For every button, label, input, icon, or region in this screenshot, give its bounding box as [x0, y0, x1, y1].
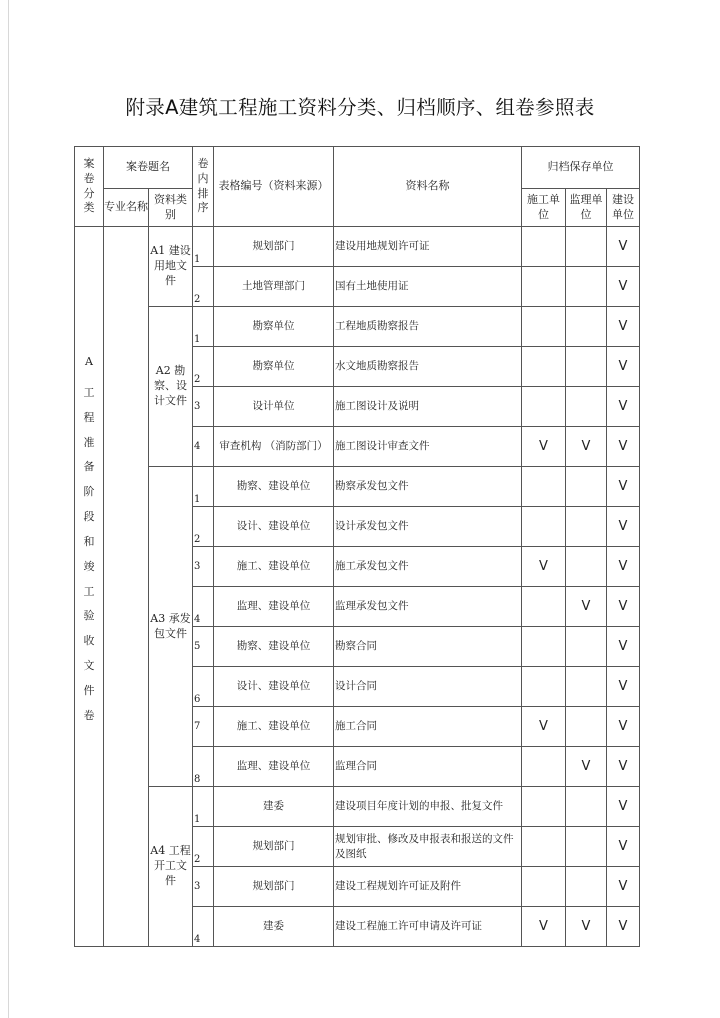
row-source: 勘察、建设单位: [214, 627, 334, 667]
row-source: 勘察、建设单位: [214, 467, 334, 507]
header-material-type: 资料类别: [149, 189, 193, 227]
row-doc-name: 建设工程施工许可申请及许可证: [334, 907, 522, 947]
row-source: 勘察单位: [214, 347, 334, 387]
row-doc-name: 勘察合同: [334, 627, 522, 667]
mark-construction: V: [522, 707, 566, 747]
mark-supervision: V: [566, 587, 607, 627]
row-order: 4: [193, 427, 214, 467]
header-order: 卷 内 排 序: [193, 147, 214, 227]
row-doc-name: 建设用地规划许可证: [334, 227, 522, 267]
header-unit-owner: 建设单位: [607, 189, 640, 227]
mark-owner: V: [607, 547, 640, 587]
mark-supervision: [566, 867, 607, 907]
mark-owner: V: [607, 747, 640, 787]
row-doc-name: 监理承发包文件: [334, 587, 522, 627]
mark-construction: [522, 667, 566, 707]
row-doc-name: 监理合同: [334, 747, 522, 787]
row-order: 3: [193, 547, 214, 587]
mark-construction: V: [522, 547, 566, 587]
mark-owner: V: [607, 467, 640, 507]
mark-owner: V: [607, 307, 640, 347]
header-category: 案 卷 分 类: [75, 147, 104, 227]
mark-construction: [522, 507, 566, 547]
row-order: 2: [193, 267, 214, 307]
row-doc-name: 设计承发包文件: [334, 507, 522, 547]
mark-owner: V: [607, 507, 640, 547]
row-order: 1: [193, 307, 214, 347]
mark-supervision: [566, 667, 607, 707]
row-source: 审查机构 （消防部门）: [214, 427, 334, 467]
mark-construction: [522, 267, 566, 307]
mark-construction: [522, 387, 566, 427]
header-volume-title: 案卷题名: [104, 147, 193, 189]
mark-construction: [522, 827, 566, 867]
row-source: 监理、建设单位: [214, 747, 334, 787]
group-label-2: A2 勘察、设计文件: [149, 307, 193, 467]
row-doc-name: 建设项目年度计划的申报、批复文件: [334, 787, 522, 827]
mark-construction: [522, 347, 566, 387]
row-source: 设计单位: [214, 387, 334, 427]
row-order: 1: [193, 787, 214, 827]
mark-supervision: V: [566, 907, 607, 947]
mark-owner: V: [607, 867, 640, 907]
row-order: 3: [193, 387, 214, 427]
mark-owner: V: [607, 347, 640, 387]
group-label-1: A1 建设用地文件: [149, 227, 193, 307]
row-doc-name: 国有土地使用证: [334, 267, 522, 307]
row-order: 4: [193, 587, 214, 627]
header-unit-construction: 施工单位: [522, 189, 566, 227]
mark-supervision: [566, 387, 607, 427]
mark-construction: [522, 227, 566, 267]
row-source: 规划部门: [214, 827, 334, 867]
mark-owner: V: [607, 627, 640, 667]
mark-supervision: [566, 307, 607, 347]
header-unit-supervision: 监理单位: [566, 189, 607, 227]
mark-supervision: V: [566, 427, 607, 467]
mark-supervision: [566, 627, 607, 667]
mark-owner: V: [607, 427, 640, 467]
row-doc-name: 工程地质勘察报告: [334, 307, 522, 347]
row-doc-name: 施工图设计及说明: [334, 387, 522, 427]
table-row: [75, 467, 640, 507]
mark-owner: V: [607, 827, 640, 867]
row-source: 设计、建设单位: [214, 667, 334, 707]
row-source: 土地管理部门: [214, 267, 334, 307]
group-label-3: A3 承发包文件: [149, 467, 193, 787]
mark-owner: V: [607, 787, 640, 827]
row-source: 规划部门: [214, 227, 334, 267]
row-source: 规划部门: [214, 867, 334, 907]
mark-construction: [522, 587, 566, 627]
category-a-cell: [75, 227, 104, 947]
mark-supervision: [566, 547, 607, 587]
group-label-4: A4 工程开工文件: [149, 787, 193, 947]
row-source: 勘察单位: [214, 307, 334, 347]
table-row: [75, 787, 640, 827]
row-order: 3: [193, 867, 214, 907]
mark-construction: [522, 787, 566, 827]
category-code: A: [85, 355, 93, 368]
row-doc-name: 施工合同: [334, 707, 522, 747]
row-doc-name: 规划审批、修改及申报表和报送的文件及图纸: [334, 827, 522, 867]
row-order: 5: [193, 627, 214, 667]
row-source: 建委: [214, 787, 334, 827]
row-doc-name: 施工图设计审查文件: [334, 427, 522, 467]
table-row: [75, 307, 640, 347]
header-form-no: 表格编号（资料来源）: [214, 147, 334, 227]
mark-owner: V: [607, 907, 640, 947]
row-source: 设计、建设单位: [214, 507, 334, 547]
page-title: 附录A建筑工程施工资料分类、归档顺序、组卷参照表: [125, 96, 595, 119]
mark-construction: [522, 307, 566, 347]
row-order: 1: [193, 227, 214, 267]
row-order: 8: [193, 747, 214, 787]
header-specialty: 专业名称: [104, 189, 149, 227]
mark-supervision: V: [566, 747, 607, 787]
mark-owner: V: [607, 227, 640, 267]
row-order: 2: [193, 347, 214, 387]
row-source: 施工、建设单位: [214, 547, 334, 587]
mark-construction: [522, 867, 566, 907]
row-order: 2: [193, 827, 214, 867]
mark-construction: [522, 467, 566, 507]
category-name: 工 程 准 备 阶 段 和 竣 工 验 收 文 件 卷: [83, 385, 95, 722]
mark-owner: V: [607, 387, 640, 427]
header-archive-unit: 归档保存单位: [522, 147, 640, 189]
row-source: 施工、建设单位: [214, 707, 334, 747]
row-source: 监理、建设单位: [214, 587, 334, 627]
mark-construction: V: [522, 427, 566, 467]
row-doc-name: 勘察承发包文件: [334, 467, 522, 507]
row-order: 2: [193, 507, 214, 547]
header-doc-name: 资料名称: [334, 147, 522, 227]
mark-owner: V: [607, 267, 640, 307]
mark-construction: [522, 747, 566, 787]
mark-supervision: [566, 267, 607, 307]
mark-supervision: [566, 507, 607, 547]
mark-owner: V: [607, 587, 640, 627]
row-doc-name: 设计合同: [334, 667, 522, 707]
mark-supervision: [566, 467, 607, 507]
mark-supervision: [566, 827, 607, 867]
row-doc-name: 施工承发包文件: [334, 547, 522, 587]
mark-supervision: [566, 787, 607, 827]
row-order: 4: [193, 907, 214, 947]
archive-reference-table: [74, 146, 640, 947]
mark-supervision: [566, 227, 607, 267]
mark-construction: [522, 627, 566, 667]
mark-owner: V: [607, 707, 640, 747]
mark-construction: V: [522, 907, 566, 947]
row-order: 6: [193, 667, 214, 707]
row-doc-name: 水文地质勘察报告: [334, 347, 522, 387]
mark-owner: V: [607, 667, 640, 707]
page-edge-line: [8, 0, 9, 1018]
row-doc-name: 建设工程规划许可证及附件: [334, 867, 522, 907]
specialty-cell: [104, 227, 149, 947]
table-row: [75, 227, 640, 267]
row-order: 7: [193, 707, 214, 747]
row-order: 1: [193, 467, 214, 507]
mark-supervision: [566, 347, 607, 387]
mark-supervision: [566, 707, 607, 747]
row-source: 建委: [214, 907, 334, 947]
